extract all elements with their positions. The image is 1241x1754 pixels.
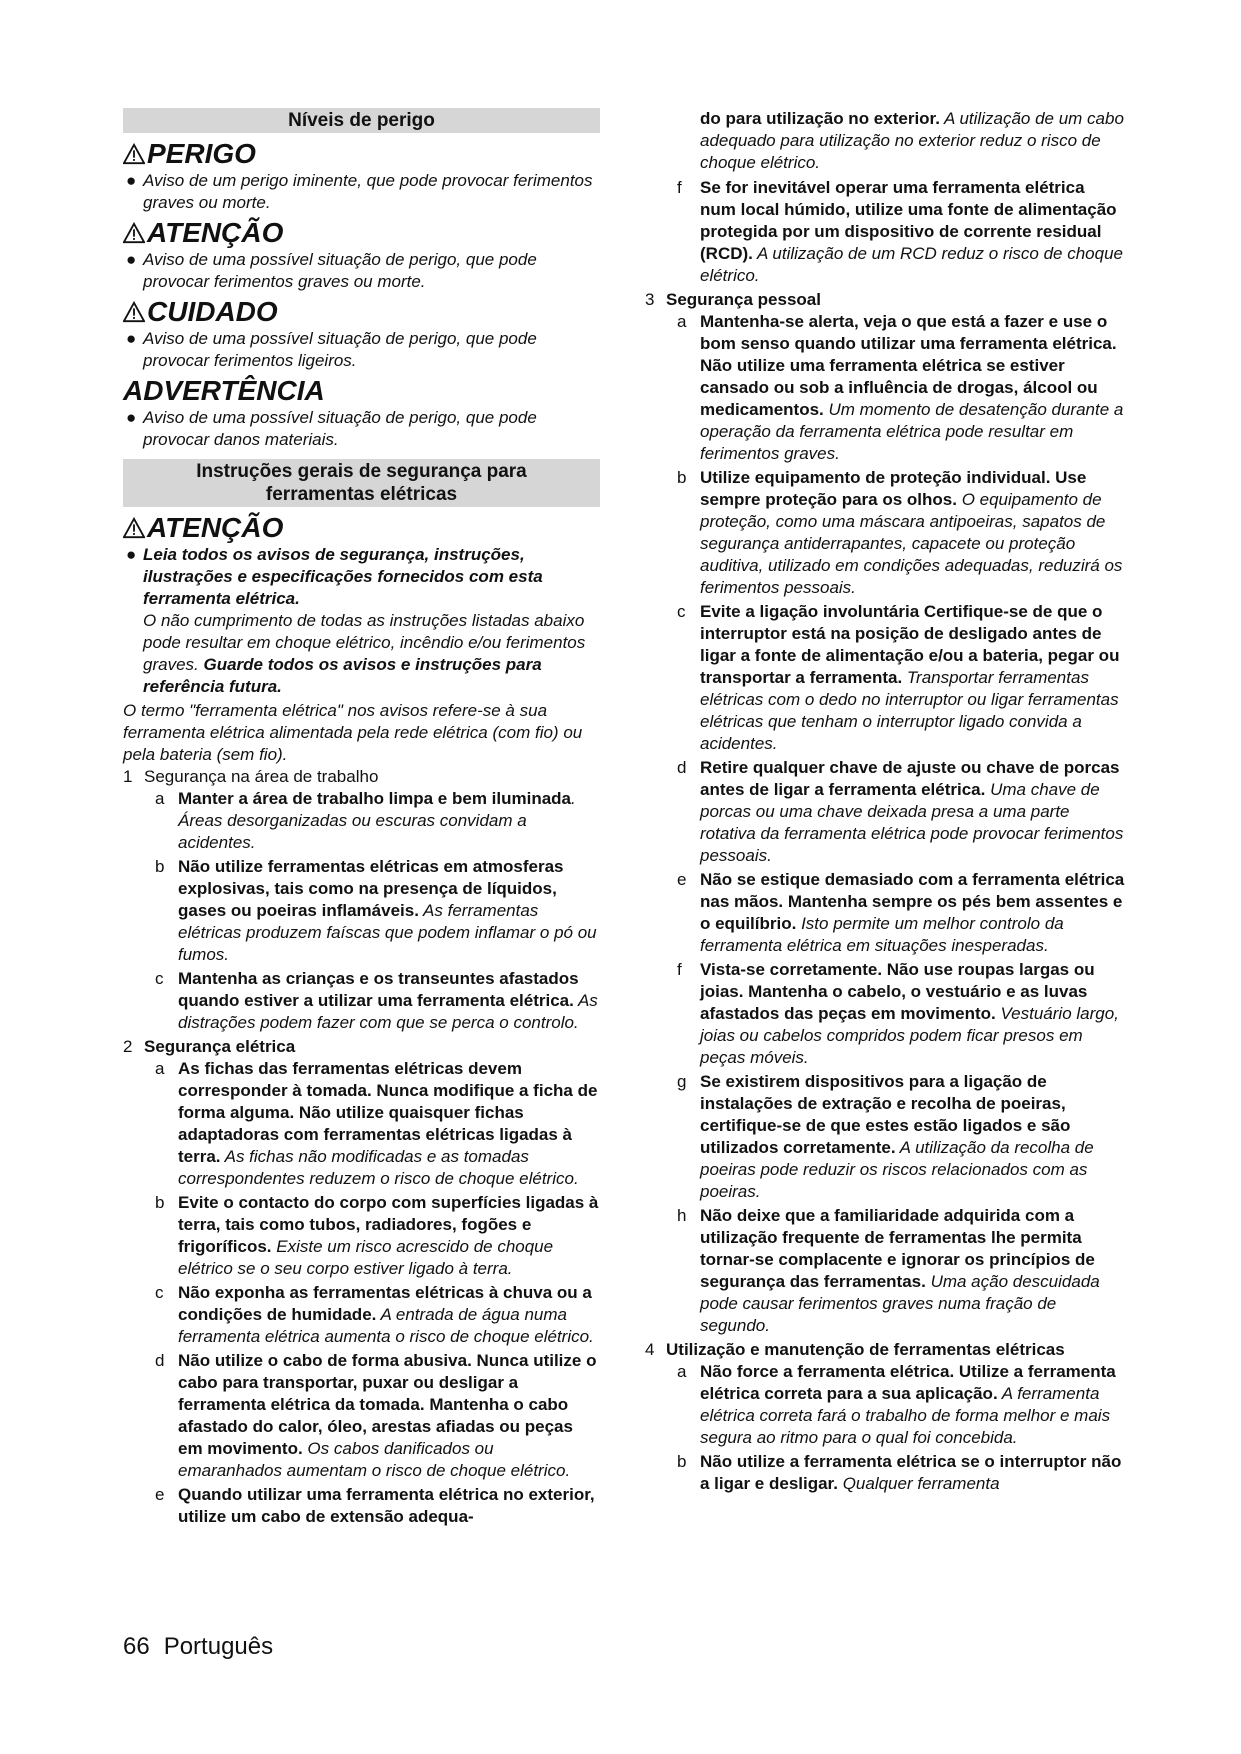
section-1-items <box>123 788 600 1034</box>
item-italic: A utilização de um RCD reduz o risco de choque elétrico. <box>700 244 1123 285</box>
general-safety-header: Instruções gerais de segurança para ferramentas elétricas <box>123 459 600 507</box>
perigo-text: Aviso de um perigo iminente, que pode provocar ferimentos graves ou morte. <box>143 171 593 212</box>
list-item <box>123 1350 600 1482</box>
item-bold: As fichas das ferramentas elétricas devem corresponder à tomada. Nunca modifique a ficha de forma alguma. Não utilize quaisquer fichas adaptadoras com ferramentas elétricas ligadas à terra. <box>178 1059 598 1166</box>
section-title: Utilização e manutenção de ferramentas elétricas <box>666 1340 1065 1359</box>
section-number: 1 <box>123 767 133 786</box>
cuidado-title: CUIDADO <box>147 296 278 327</box>
item-letter: b <box>155 1193 165 1212</box>
list-item <box>645 1205 1125 1337</box>
item-letter: a <box>155 1059 165 1078</box>
atencao2-bold: Leia todos os avisos de segurança, instruções, ilustrações e especificações fornecidos com esta ferramenta elétrica. <box>143 545 543 608</box>
item-italic: Os cabos danificados ou emaranhados aumentam o risco de choque elétrico. <box>178 1439 571 1480</box>
item-letter: c <box>155 1283 164 1302</box>
item-bold: Não se estique demasiado com a ferramenta elétrica nas mãos. Mantenha sempre os pés bem assentes e o equilíbrio. <box>700 870 1125 933</box>
item-letter: c <box>677 602 686 621</box>
item-italic: Isto permite um melhor controlo da ferramenta elétrica em situações inesperadas. <box>700 914 1064 955</box>
item-letter: a <box>677 312 687 331</box>
item-letter: b <box>677 1452 687 1471</box>
item-letter: c <box>155 969 164 988</box>
section-number: 4 <box>645 1340 655 1359</box>
item-italic: Existe um risco acrescido de choque elétrico se o seu corpo estiver ligado à terra. <box>178 1237 554 1278</box>
list-item <box>123 1058 600 1190</box>
item-italic: A entrada de água numa ferramenta elétrica aumenta o risco de choque elétrico. <box>178 1305 594 1346</box>
section-1 <box>123 766 600 788</box>
atencao2-title: ATENÇÃO <box>147 512 284 543</box>
item-letter: h <box>677 1206 687 1225</box>
item-bold: Evite o contacto do corpo com superfícies ligadas à terra, tais como tubos, radiadores, fogões e frigoríficos. <box>178 1193 599 1256</box>
item-bold: Não utilize a ferramenta elétrica se o interruptor não a ligar e desligar. <box>700 1452 1122 1493</box>
section-3 <box>645 289 1125 311</box>
item-italic: Transportar ferramentas elétricas com o dedo no interruptor ou ligar ferramentas elétricas que tenham o interruptor ligado convida a acidentes. <box>700 668 1119 753</box>
term-note: O termo "ferramenta elétrica" nos avisos refere-se à sua ferramenta elétrica alimentada pela rede elétrica (com fio) ou pela bateria (sem fio). <box>123 701 583 764</box>
advertencia-heading <box>123 374 600 407</box>
item-letter: f <box>677 960 682 979</box>
list-item <box>645 1361 1125 1449</box>
right-column <box>645 108 1125 1497</box>
cuidado-text: Aviso de uma possível situação de perigo, que pode provocar ferimentos ligeiros. <box>143 329 537 370</box>
list-item <box>645 1451 1125 1495</box>
item-letter: g <box>677 1072 687 1091</box>
list-item <box>645 757 1125 867</box>
continuation-bold: do para utilização no exterior. <box>700 109 940 128</box>
item-bold: Manter a área de trabalho limpa e bem iluminada <box>178 789 572 808</box>
item-bold: Se for inevitável operar uma ferramenta elétrica num local húmido, utilize uma fonte de alimentação protegida por um dispositivo de corrente residual (RCD). <box>700 178 1117 263</box>
item-italic: O equipamento de proteção, como uma máscara antipoeiras, sapatos de segurança antiderrapantes, capacete ou proteção auditiva, utilizado em condições adequadas, reduzirá os ferimentos pessoais. <box>700 490 1123 597</box>
item-letter: a <box>155 789 165 808</box>
item-letter: d <box>155 1351 165 1370</box>
item-italic: Uma ação descuidada pode causar ferimentos graves numa fração de segundo. <box>700 1272 1100 1335</box>
section-2e-continuation <box>645 108 1125 174</box>
list-item <box>123 1282 600 1348</box>
section-number: 3 <box>645 290 655 309</box>
advertencia-text: Aviso de uma possível situação de perigo, que pode provocar danos materiais. <box>143 408 537 449</box>
atencao2-bold2: Guarde todos os avisos e instruções para referência futura. <box>143 655 542 696</box>
item-bold: Mantenha-se alerta, veja o que está a fazer e use o bom senso quando utilizar uma ferramenta elétrica. Não utilize uma ferramenta elétrica se estiver cansado ou sob a influência de drogas, álcool ou medicamentos. <box>700 312 1117 419</box>
list-item <box>645 1071 1125 1203</box>
section-2-items <box>123 1058 600 1528</box>
list-item <box>645 601 1125 755</box>
section-title: Segurança na área de trabalho <box>144 767 379 786</box>
item-letter: b <box>677 468 687 487</box>
item-bold: Quando utilizar uma ferramenta elétrica no exterior, utilize um cabo de extensão adequa- <box>178 1485 595 1526</box>
warning-triangle-icon <box>123 222 145 244</box>
section-4 <box>645 1339 1125 1361</box>
advertencia-bullet: ● Aviso de uma possível situação de perigo, que pode provocar danos materiais. <box>126 408 537 449</box>
item-bold: Utilize equipamento de proteção individual. Use sempre proteção para os olhos. <box>700 468 1087 509</box>
section-title: Segurança pessoal <box>666 290 821 309</box>
item-bold: Não utilize ferramentas elétricas em atmosferas explosivas, tais como na presença de líquidos, gases ou poeiras inflamáveis. <box>178 857 564 920</box>
list-item <box>645 959 1125 1069</box>
atencao-heading <box>123 216 600 249</box>
continuation-italic: A utilização de um cabo adequado para utilização no exterior reduz o risco de choque elétrico. <box>700 109 1124 172</box>
item-bold: Se existirem dispositivos para a ligação de instalações de extração e recolha de poeiras, certifique-se de que estes estão ligados e são utilizados corretamente. <box>700 1072 1071 1157</box>
item-letter: e <box>677 870 687 889</box>
perigo-heading <box>123 137 600 170</box>
item-bold: Não exponha as ferramentas elétricas à chuva ou a condições de humidade. <box>178 1283 592 1324</box>
item-italic: Vestuário largo, joias ou cabelos compridos podem ficar presos em peças móveis. <box>700 1004 1119 1067</box>
atencao2-bullet: ● Leia todos os avisos de segurança, instruções, ilustrações e especificações fornecidos com esta ferramenta elétrica. O não cumprimento de todas as instruções listadas abaixo pode resultar em choque elétrico, incêndio e/ou ferimentos graves. Guarde todos os avisos e instruções para referência futura. <box>126 545 586 696</box>
warning-triangle-icon <box>123 143 145 165</box>
atencao-text: Aviso de uma possível situação de perigo, que pode provocar ferimentos graves ou morte. <box>143 250 537 291</box>
item-bold: Vista-se corretamente. Não use roupas largas ou joias. Mantenha o cabelo, o vestuário e as luvas afastados das peças em movimento. <box>700 960 1095 1023</box>
atencao2-heading <box>123 511 600 544</box>
list-item <box>645 311 1125 465</box>
list-item <box>645 869 1125 957</box>
section-3-items <box>645 311 1125 1337</box>
item-bold: Não deixe que a familiaridade adquirida com a utilização frequente de ferramentas lhe permita tornar-se complacente e ignorar os princípios de segurança das ferramentas. <box>700 1206 1095 1291</box>
list-item <box>123 1192 600 1280</box>
item-bold: Mantenha as crianças e os transeuntes afastados quando estiver a utilizar uma ferramenta elétrica. <box>178 969 579 1010</box>
left-column <box>123 108 600 1530</box>
item-bold: Não force a ferramenta elétrica. Utilize a ferramenta elétrica correta para a sua aplicação. <box>700 1362 1116 1403</box>
list-item <box>123 1484 600 1528</box>
item-italic: Uma chave de porcas ou uma chave deixada presa a uma parte rotativa da ferramenta elétrica pode provocar ferimentos pessoais. <box>700 780 1124 865</box>
warning-triangle-icon <box>123 517 145 539</box>
danger-levels-header: Níveis de perigo <box>123 108 600 133</box>
item-letter: e <box>155 1485 165 1504</box>
perigo-title: PERIGO <box>147 138 256 169</box>
section-title: Segurança elétrica <box>144 1037 296 1056</box>
footer-language: Português <box>163 1633 274 1660</box>
cuidado-bullet: ● Aviso de uma possível situação de perigo, que pode provocar ferimentos ligeiros. <box>126 329 537 370</box>
section-2 <box>123 1036 600 1058</box>
item-italic: Um momento de desatenção durante a operação da ferramenta elétrica pode resultar em ferimentos graves. <box>700 400 1124 463</box>
atencao-bullet: ● Aviso de uma possível situação de perigo, que pode provocar ferimentos graves ou morte. <box>126 250 537 291</box>
list-item <box>645 467 1125 599</box>
page-number: 66 <box>123 1633 150 1660</box>
advertencia-title: ADVERTÊNCIA <box>123 375 325 406</box>
section-2f <box>645 177 1125 287</box>
item-italic: A ferramenta elétrica correta fará o trabalho de forma melhor e mais segura ao ritmo para o qual foi concebida. <box>700 1384 1111 1447</box>
atencao2-italic: O não cumprimento de todas as instruções listadas abaixo pode resultar em choque elétrico, incêndio e/ou ferimentos graves. <box>143 611 586 674</box>
warning-triangle-icon <box>123 301 145 323</box>
item-letter: a <box>677 1362 687 1381</box>
item-italic: As fichas não modificadas e as tomadas correspondentes reduzem o risco de choque elétrico. <box>178 1147 579 1188</box>
section-4-items <box>645 1361 1125 1495</box>
item-letter: f <box>677 178 682 197</box>
atencao-title: ATENÇÃO <box>147 217 284 248</box>
list-item <box>123 856 600 966</box>
item-italic: As distrações podem fazer com que se perca o controlo. <box>178 991 598 1032</box>
item-italic: . Áreas desorganizadas ou escuras convidam a acidentes. <box>178 789 576 852</box>
item-italic: Qualquer ferramenta <box>837 1474 1000 1493</box>
section-number: 2 <box>123 1037 133 1056</box>
item-letter: b <box>155 857 165 876</box>
item-letter: d <box>677 758 687 777</box>
item-italic: A utilização da recolha de poeiras pode reduzir os riscos relacionados com as poeiras. <box>700 1138 1094 1201</box>
perigo-bullet: ● Aviso de um perigo iminente, que pode provocar ferimentos graves ou morte. <box>126 171 593 212</box>
list-item <box>123 968 600 1034</box>
page-footer <box>123 1633 287 1661</box>
item-bold: Evite a ligação involuntária Certifique-se de que o interruptor está na posição de desligado antes de ligar a fonte de alimentação e/ou a bateria, pegar ou transportar a ferramenta. <box>700 602 1120 687</box>
item-bold: Não utilize o cabo de forma abusiva. Nunca utilize o cabo para transportar, puxar ou desligar a ferramenta elétrica da tomada. Mantenha o cabo afastado do calor, óleo, arestas afiadas ou peças em movimento. <box>178 1351 597 1458</box>
cuidado-heading <box>123 295 600 328</box>
item-bold: Retire qualquer chave de ajuste ou chave de porcas antes de ligar a ferramenta elétrica. <box>700 758 1120 799</box>
list-item <box>123 788 600 854</box>
item-italic: As ferramentas elétricas produzem faíscas que podem inflamar o pó ou fumos. <box>178 901 597 964</box>
